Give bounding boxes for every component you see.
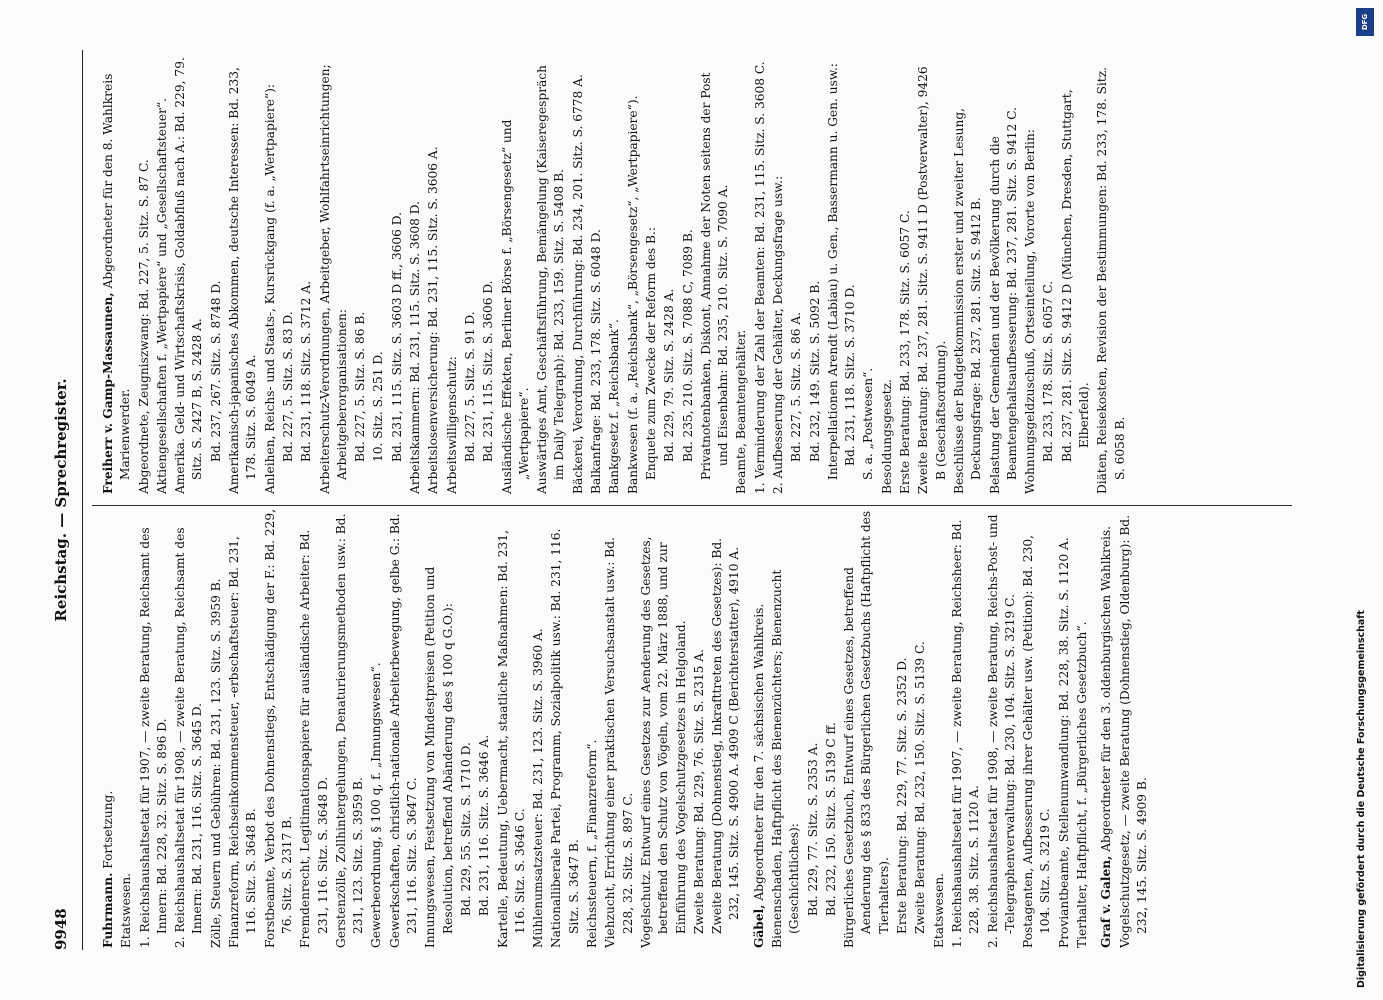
register-entry (680, 54, 697, 494)
register-entry (897, 54, 914, 494)
register-entry (860, 54, 877, 494)
register-entry (1059, 54, 1094, 494)
entry-text: Zweite Beratung: Bd. 232, 150. Sitz. S. 5139 C. (913, 641, 928, 934)
entry-text: 2. Reichshaushaltsetat für 1908, — zweite Beratung, Reichs-Post- und -Telegraphenverwaltung: Bd. 230, 104. Sitz. S. 3219 C. (985, 514, 1017, 948)
credit-text: Digitalisierung gefördert durch die Deutsche Forschungsgemeinschaft (1356, 610, 1367, 988)
register-entry (951, 54, 986, 494)
entry-text: Arbeitswilligenschutz: (444, 356, 459, 494)
entry-text: Vogelschutzgesetz, — zweite Beratung (Dohnenstieg, Oldenburg): Bd. 232, 145. Sitz. S. 4909 B. (1117, 515, 1149, 948)
entry-text: Aktiengesellschaften f. „Wertpapiere“ und „Gesellschaftsteuer“. (154, 97, 169, 494)
entry-text: Amerikanisch-japanisches Abkommen, deutsche Interessen: Bd. 233, 178. Sitz. S. 6049 A. (227, 67, 259, 494)
entry-text: Abgeordnete, Zeugniszwang: Bd. 227, 5. Sitz. S. 87 C. (136, 159, 151, 494)
entry-text: Vogelschutz. Entwurf eines Gesetzes zur Aenderung des Gesetzes, betreffend den Schutz von Vögeln, vom 22. März 1888, und zur Einführung des Vogelschutzgesetzes in Helgoland. (638, 536, 688, 948)
entry-text: 10. Sitz. S. 251 D. (371, 351, 386, 462)
left-column (100, 508, 1280, 948)
register-entry (1022, 54, 1039, 494)
entry-text: Arbeiterschutz-Verordnungen, Arbeitgeber, Wohlfahrtseinrichtungen; Arbeitgeberorganisationen: (317, 64, 349, 494)
entry-text: Abgeordneter für den 3. oldenburgischen Wahlkreis. (1099, 525, 1114, 852)
entry-text: Bienenschaden, Haftpflicht des Bienenzüchters; Bienenzucht (Geschichtliches): (769, 569, 802, 948)
register-entry (1074, 508, 1091, 948)
register-entry (915, 54, 950, 494)
entry-text: Bd. 231, 115. Sitz. S. 3606 D. (481, 280, 496, 462)
register-entry (530, 508, 547, 948)
entry-text: Bd. 231, 118. Sitz. S. 3712 A. (299, 280, 314, 462)
register-entry (297, 508, 332, 948)
entry-text: 1. Verminderung der Zahl der Beamten: Bd. 231, 115. Sitz. S. 3608 C. (752, 61, 767, 494)
entry-text: Bd. 229, 77. Sitz. S. 2353 A. (805, 742, 820, 916)
register-entry (931, 508, 948, 948)
entry-text: Forstbeamte, Verbot des Dohnenstiegs, Entschädigung der F.: Bd. 229, 76. Sitz. S. 2317 B. (262, 509, 294, 948)
entry-text: Abgeordneter für den 8. Wahlkreis Marienwerder. (101, 73, 133, 480)
register-entry (1040, 54, 1057, 494)
register-entry (370, 54, 387, 494)
register-entry (769, 508, 804, 948)
entry-text: Wohnungsgeldzuschuß, Ortseinteilung, Vororte von Berlin: (1023, 129, 1038, 494)
entry-text: Diäten, Reisekosten, Revision der Bestimmungen: Bd. 233, 178. Sitz. S. 6058 B. (1095, 66, 1127, 494)
register-entry (462, 54, 479, 494)
register-entry (352, 54, 369, 494)
entry-text: Bd. 237, 267. Sitz. S. 8748 D. (208, 280, 223, 462)
register-entry (606, 54, 623, 494)
entry-text: Tierhalter, Haftpflicht, f. „Bürgerliches Gesetzbuch“. (1075, 621, 1090, 948)
register-entry (387, 508, 422, 948)
entry-text: Proviantbeamte, Stellenumwandlung: Bd. 228, 38. Sitz. S. 1120 A. (1056, 537, 1071, 948)
entry-text: Bd. 227, 5. Sitz. S. 91 D. (462, 311, 477, 462)
register-entry (208, 54, 225, 494)
entry-text: Bankgesetz f. „Reichsbank“. (607, 319, 622, 494)
register-entry (788, 54, 805, 494)
column-divider (92, 505, 1292, 506)
entry-text: Bd. 229, 55. Sitz. S. 1710 D. (458, 742, 473, 916)
register-entry (588, 54, 605, 494)
entry-text: Bankwesen (f. a. „Reichsbank“, „Börsengesetz“, „Wertpapiere“). (625, 95, 640, 494)
page-number: 9948 (52, 908, 70, 950)
entry-text: Besoldungsgesetz. (879, 379, 894, 494)
register-entry (709, 508, 744, 948)
register-entry (733, 54, 750, 494)
entry-text: Bd. 227, 5. Sitz. S. 86 A. (789, 311, 804, 462)
register-entry (317, 54, 352, 494)
register-entry (1020, 508, 1055, 948)
entry-text: 2. Reichshaushaltsetat für 1908, — zweite Beratung, Reichsamt des Innern: Bd. 231, 116. Sitz. S. 3645 D. (173, 527, 205, 948)
entry-text: Etatswesen. (119, 872, 134, 948)
register-entry (154, 54, 171, 494)
entry-text: Gewerkschaften, christlich-nationale Arbeiterbewegung, gelbe G.: Bd. 231, 116. Sitz. S. 3647 C. (387, 513, 420, 948)
register-entry (661, 54, 678, 494)
entry-text: Zweite Beratung (Dohnenstieg, Inkrafttreten des Gesetzes): Bd. 232, 145. Sitz. S. 4900 A. 4909 C (Berichterstatter), 4910 A. (710, 538, 742, 934)
entry-text: Bd. 232, 150. Sitz. S. 5139 C ff. (823, 722, 838, 916)
register-entry (949, 508, 984, 948)
register-entry (368, 508, 385, 948)
register-entry (643, 54, 660, 494)
entry-text: Zweite Beratung: Bd. 229, 76. Sitz. S. 2315 A. (691, 649, 706, 934)
register-entry (100, 54, 135, 494)
entry-text: 2. Aufbesserung der Gehälter, Deckungsfrage usw.: (770, 175, 785, 494)
entry-text: Nationalliberale Partei, Programm, Sozialpolitik usw.: Bd. 231, 116. Sitz. S. 3647 B. (549, 528, 581, 948)
register-entry (691, 508, 708, 948)
entry-text: Etatswesen. (931, 872, 946, 948)
entry-heading: Fuhrmann. (101, 872, 115, 948)
register-entry (495, 508, 530, 948)
register-entry (333, 508, 368, 948)
register-entry (298, 54, 315, 494)
register-entry (226, 54, 261, 494)
register-entry (638, 508, 690, 948)
dfg-logo (1356, 8, 1374, 36)
register-entry (422, 508, 457, 948)
register-entry (172, 508, 207, 948)
register-entry (1094, 54, 1129, 494)
entry-text: Arbeitskammern: Bd. 231, 115. Sitz. S. 3608 D. (408, 201, 423, 494)
page-header (52, 50, 76, 950)
register-entry (825, 54, 860, 494)
register-entry (172, 54, 207, 494)
entry-text: Beamte, Beamtengehälter. (734, 329, 749, 494)
entry-text: Bd. 232, 149. Sitz. S. 5092 B. (807, 280, 822, 462)
register-entry (985, 508, 1020, 948)
entry-text: Innungswesen, Festsetzung von Mindestpreisen (Petition und Resolution, betreffend Abänderung des § 100 q G.O.): (423, 566, 455, 948)
entry-text: Zölle, Steuern und Gebühren: Bd. 231, 123. Sitz. S. 3959 B. (208, 578, 223, 948)
entry-text: Abgeordneter für den 7. sächsischen Wahlkreis. (751, 603, 766, 901)
entry-text: Balkanfrage: Bd. 233, 178. Sitz. S. 6048 D. (589, 229, 604, 494)
entry-text: Gewerbeordnung, § 100 q, f. „Innungswesen“. (369, 662, 384, 948)
entry-text: Ausländische Effekten, Berliner Börse f. „Börsengesetz“ und „Wertpapiere“. (499, 119, 531, 494)
register-entry (570, 54, 587, 494)
register-entry (912, 508, 929, 948)
dfg-logo-text: DFG (1361, 13, 1369, 31)
entry-text: Mühlenumsatzsteuer: Bd. 231, 123. Sitz. S. 3960 A. (531, 628, 546, 948)
entry-text: Postagenten, Aufbesserung ihrer Gehälter usw. (Petition): Bd. 230, 104. Sitz. S. 3219 C. (1021, 535, 1053, 948)
register-entry (499, 54, 534, 494)
entry-text: Bd. 227, 5. Sitz. S. 83 D. (280, 311, 295, 462)
entry-text: Fremdenrecht, Legitimationspapiere für ausländische Arbeiter: Bd. 231, 116. Sitz. S. 3648 D. (298, 529, 330, 948)
entry-heading: Freiherr v. Gamp-Massaunen, (101, 292, 115, 494)
entry-text: Belastung der Gemeinden und der Bevölkerung durch die Beamtengehaltsaufbesserung: Bd. 237, 281. Sitz. S. 9412 C. (987, 107, 1019, 494)
register-entry (805, 508, 822, 948)
entry-text: Bäckerei, Verordnung, Durchführung: Bd. 234, 201. Sitz. S. 6778 A. (570, 74, 585, 494)
entry-text: Interpellationen Arendt (Labiau) u. Gen., Bassermann u. Gen. usw.: Bd. 231, 118. Sitz. S. 3710 D. (825, 63, 858, 480)
register-entry (602, 508, 637, 948)
entry-text: Privatnotenbanken, Diskont, Annahme der Noten seitens der Post und Eisenbahn: Bd. 235, 210. Sitz. S. 7090 A. (698, 72, 731, 480)
register-entry (1117, 508, 1152, 948)
register-entry (534, 54, 569, 494)
register-entry (807, 54, 824, 494)
register-entry (280, 54, 297, 494)
register-entry (879, 54, 896, 494)
register-entry (100, 508, 117, 948)
digitization-credit (1352, 8, 1372, 988)
register-entry (823, 508, 840, 948)
entry-text: Bd. 237, 281. Sitz. S. 9412 D (München, Dresden, Stuttgart, Elberfeld). (1059, 89, 1092, 462)
entry-text: S. a. „Postwesen“. (861, 367, 876, 480)
entry-text: Zweite Beratung: Bd. 237, 281. Sitz. S. 9411 D (Postverwalter), 9426 B (Geschäftsordnung). (916, 66, 948, 494)
entry-text: Bürgerliches Gesetzbuch, Entwurf eines Gesetzes, betreffend Aenderung des § 833 des Bürgerlichen Gesetzbuchs (Haftpflicht des Tierhalters). (842, 510, 891, 948)
register-entry (987, 54, 1022, 494)
register-entry (548, 508, 583, 948)
register-entry (136, 54, 153, 494)
entry-text: 1. Reichshaushaltsetat für 1907, — zweite Beratung, Reichsamt des Innern: Bd. 228, 32. Sitz. S. 896 D. (137, 527, 169, 948)
entry-text: Finanzreform, Reichseinkommensteuer, -erbschaftsteuer: Bd. 231, 116. Sitz. S. 3648 B. (227, 536, 259, 948)
register-entry (208, 508, 225, 948)
register-entry (118, 508, 135, 948)
register-entry (1098, 508, 1115, 948)
register-entry (480, 54, 497, 494)
register-entry (625, 54, 642, 494)
entry-text: 1. Reichshaushaltsetat für 1907, — zweite Beratung, Reichsheer: Bd. 228, 38. Sitz. S. 1120 A. (949, 519, 982, 948)
entry-text: Auswärtiges Amt, Geschäftsführung, Bemängelung (Kaiseregespräch im Daily Telegraph): Bd. 233, 159. Sitz. S. 5408 B. (535, 65, 567, 494)
entry-text: Beschlüsse der Budgetkommission erster und zweiter Lesung, Deckungsfrage: Bd. 237, 281. Sitz. S. 9412 B. (951, 107, 984, 494)
entry-text: Bd. 235, 210. Sitz. S. 7088 C, 7089 B. (680, 229, 695, 462)
right-column (100, 54, 1280, 494)
running-title: Reichstag. — Sprechregister. (52, 378, 70, 622)
entry-heading: Gäbel, (751, 904, 766, 948)
register-entry (425, 54, 442, 494)
register-entry (752, 54, 769, 494)
register-entry (584, 508, 601, 948)
entry-text: Erste Beratung: Bd. 233, 178. Sitz. S. 6057 C. (898, 210, 913, 494)
register-entry (751, 508, 768, 948)
entry-text: Bd. 227, 5. Sitz. S. 86 B. (353, 311, 368, 462)
register-entry (841, 508, 893, 948)
register-entry (894, 508, 911, 948)
header-rule (82, 50, 83, 950)
entry-heading: Graf v. Galen, (1099, 855, 1114, 948)
entry-text: Kartelle, Bedeutung, Uebermacht, staatliche Maßnahmen: Bd. 231, 116. Sitz. S. 3646 C. (495, 530, 527, 948)
register-entry (698, 54, 733, 494)
entry-text: Bd. 229, 79. Sitz. S. 2428 A. (662, 288, 677, 462)
register-entry (262, 508, 297, 948)
entry-text: Amerika. Geld- und Wirtschaftskrisis, Goldabfluß nach A.: Bd. 229, 79. Sitz. S. 2427 B, S. 2428 A. (173, 57, 205, 494)
entry-text: Anleihen, Reichs- und Staats-, Kursrückgang (f. a. „Wertpapiere“): (262, 84, 277, 494)
entry-text: Gerstenzölle, Zollhintergehungen, Denaturierungsmethoden usw.: Bd. 231, 123. Sitz. S. 3959 B. (333, 513, 366, 948)
entry-text: Arbeitslosenversicherung: Bd. 231, 115. Sitz. S. 3606 A. (426, 146, 441, 494)
entry-text: Reichssteuern, f. „Finanzreform“. (585, 739, 600, 948)
entry-text: Fortsetzung. (101, 790, 115, 869)
entry-text: Erste Beratung: Bd. 229, 77. Sitz. S. 2352 D. (895, 657, 910, 934)
register-entry (407, 54, 424, 494)
entry-text: Bd. 233, 178. Sitz. S. 6057 C. (1041, 280, 1056, 462)
entry-text: Viehzucht, Errichtung einer praktischen Versuchsanstalt usw.: Bd. 228, 32. Sitz. S. 897 C. (603, 537, 635, 948)
register-entry (770, 54, 787, 494)
entry-text: Bd. 231, 116. Sitz. S. 3646 A. (477, 734, 492, 916)
register-entry (458, 508, 475, 948)
register-entry (444, 54, 461, 494)
entry-text: Enquete zum Zwecke der Reform des B.: (643, 227, 658, 480)
entry-text: Bd. 231, 115. Sitz. S. 3603 D ff., 3606 D. (389, 212, 404, 462)
register-entry (389, 54, 406, 494)
register-entry (476, 508, 493, 948)
register-entry (226, 508, 261, 948)
register-entry (262, 54, 279, 494)
register-entry (137, 508, 172, 948)
register-entry (1056, 508, 1073, 948)
